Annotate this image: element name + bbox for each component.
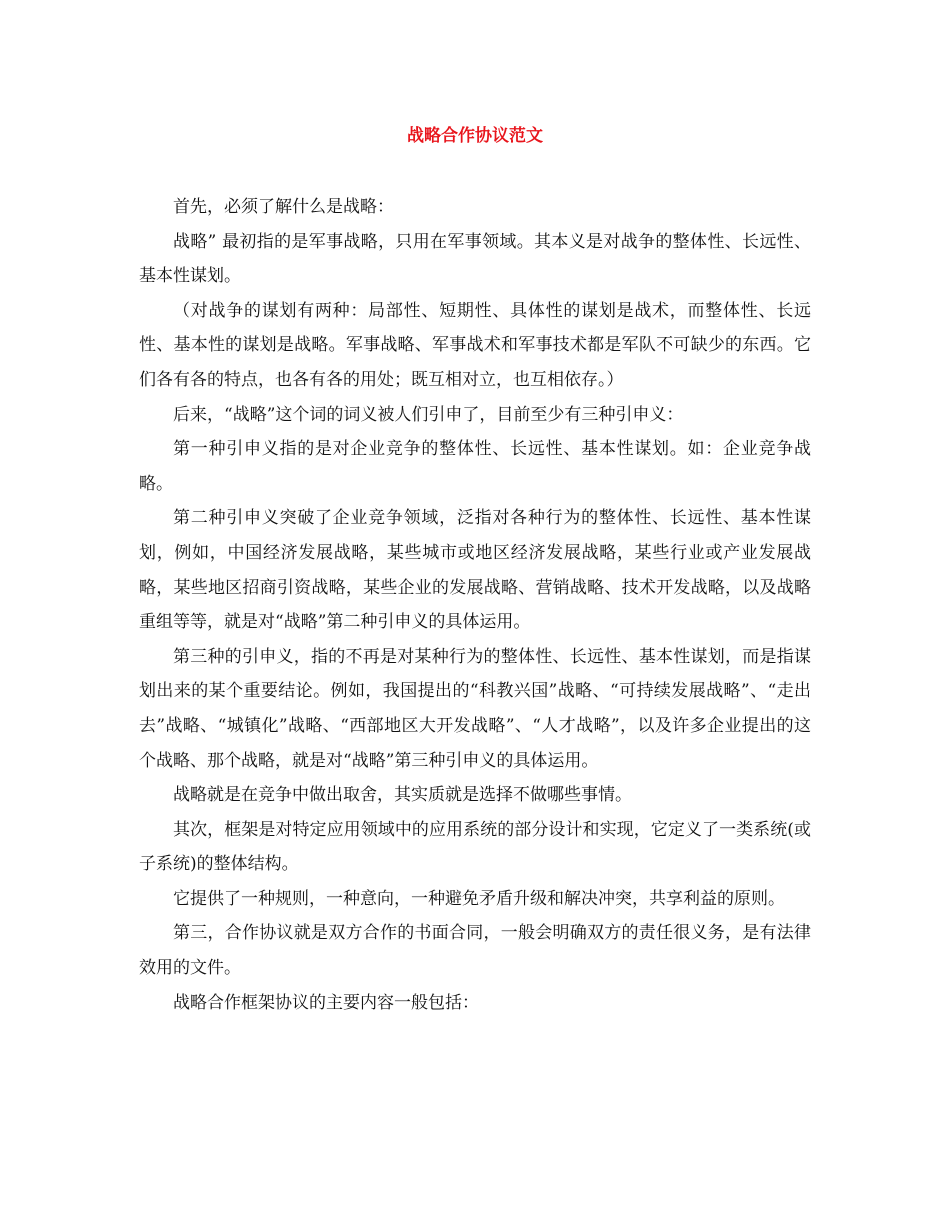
paragraph: 后来，“战略”这个词的词义被人们引申了，目前至少有三种引申义： bbox=[173, 404, 684, 425]
paragraph: 战略合作框架协议的主要内容一般包括： bbox=[173, 992, 479, 1013]
paragraph: 战略就是在竞争中做出取舍，其实质就是选择不做哪些事情。 bbox=[173, 785, 632, 806]
paragraph: 战略” 最初指的是军事战略，只用在军事领域。其本义是对战争的整体性、长远性、基本性谋划。 bbox=[139, 231, 811, 287]
document-title: 战略合作协议范文 bbox=[407, 126, 543, 146]
paragraph: （对战争的谋划有两种：局部性、短期性、具体性的谋划是战术，而整体性、长远性、基本性的谋划是战略。军事战略、军事战术和军事技术都是军队不可缺少的东西。它们各有各的特点，也各有各的用处；既互相对立，也互相依存。） bbox=[139, 300, 811, 390]
paragraph: 第一种引申义指的是对企业竞争的整体性、长远性、基本性谋划。如：企业竞争战略。 bbox=[139, 439, 811, 494]
paragraph: 其次，框架是对特定应用领域中的应用系统的部分设计和实现，它定义了一类系统(或子系统)的整体结构。 bbox=[139, 819, 811, 875]
paragraph: 第二种引申义突破了企业竞争领域，泛指对各种行为的整体性、长远性、基本性谋划，例如，中国经济发展战略，某些城市或地区经济发展战略，某些行业或产业发展战略，某些地区招商引资战略，某些企业的发展战略、营销战略、技术开发战略，以及战略重组等等，就是对“战略”第二种引申义的具体运用。 bbox=[139, 508, 811, 633]
document-body bbox=[139, 190, 811, 1020]
paragraph: 首先，必须了解什么是战略： bbox=[173, 197, 394, 217]
paragraph: 第三种的引申义，指的不再是对某种行为的整体性、长远性、基本性谋划，而是指谋划出来的某个重要结论。例如，我国提出的“科教兴国”战略、“可持续发展战略”、“走出去”战略、“城镇化”战略、“西部地区大开发战略”、“人才战略”，以及许多企业提出的这个战略、那个战略，就是对“战略”第三种引申义的具体运用。 bbox=[139, 646, 811, 771]
paragraph: 它提供了一种规则，一种意向，一种避免矛盾升级和解决冲突，共享利益的原则。 bbox=[173, 888, 785, 909]
paragraph: 第三，合作协议就是双方合作的书面合同，一般会明确双方的责任很义务，是有法律效用的文件。 bbox=[139, 923, 811, 979]
